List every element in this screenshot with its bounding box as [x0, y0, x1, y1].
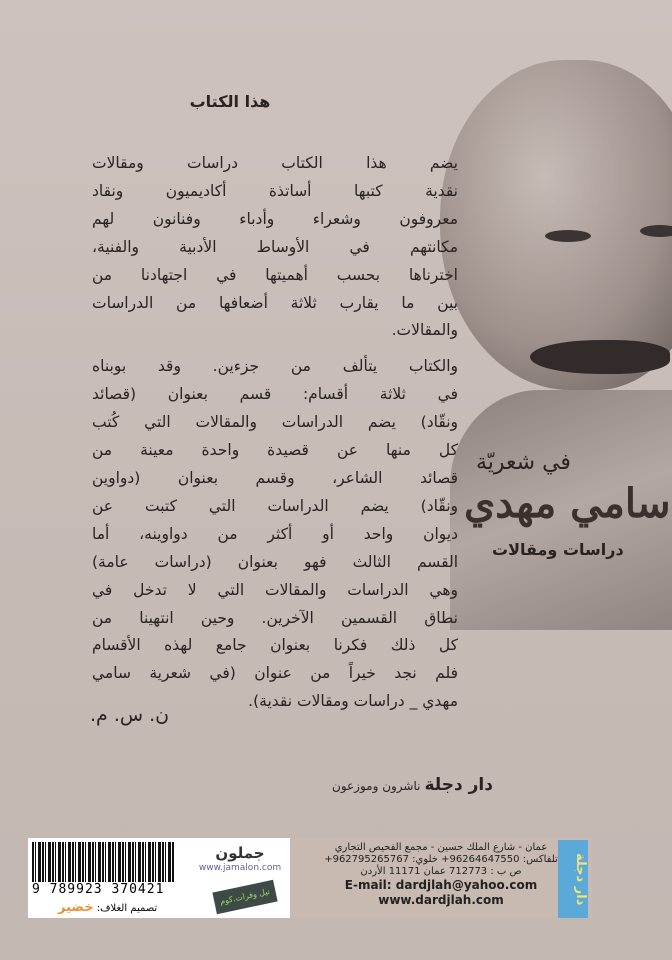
blurb-line: وهي الدراسات والمقالات التي لا تدخل في — [92, 580, 458, 599]
publisher-line — [332, 775, 493, 795]
email: E-mail: dardjlah@yahoo.com — [344, 878, 538, 892]
blurb-line: في ثلاثة أقسام: قسم بعنوان (قصائد — [92, 385, 458, 404]
blurb-line: نطاق القسمين الآخرين. وحين انتهينا من — [92, 608, 458, 627]
website: www.dardjlah.com — [378, 893, 504, 907]
logo-text: دار دجلة — [573, 852, 588, 906]
address: عمان - شارع الملك حسين - مجمع الفحيص التجاري — [334, 842, 548, 853]
blurb-line: والكتاب يتألف من جزءين. وقد بوبناه — [92, 357, 458, 376]
publisher-name: دار دجلة — [424, 775, 493, 795]
blurb-line: معروفون وشعراء وأدباء وفنانون لهم — [92, 209, 458, 228]
blurb-line: كل منها عن قصيدة واحدة معينة من — [92, 441, 458, 460]
po-box: ص ب : 712773 عمان 11171 الأردن — [360, 866, 522, 877]
blurb-line: فلم نجد خيراً من عنوان (في شعرية سامي — [92, 664, 458, 683]
phones: تلفاكس: 96264647550+ خلوي: 962795265767+ — [324, 854, 558, 865]
blurb-line: ونقّاد) يضم الدراسات والمقالات التي كُتب — [92, 413, 458, 432]
cover-design-credit — [58, 900, 157, 917]
blurb-line: اخترناها بحسب أهميتها في اجتهادنا من — [92, 265, 458, 284]
signature: ن. س. م. — [90, 704, 170, 726]
cover-designer: خضير — [58, 900, 94, 915]
blurb-line: مهدي _ دراسات ومقالات نقدية). — [248, 692, 458, 711]
jamalon-logo — [194, 844, 286, 874]
blurb-text — [92, 150, 458, 716]
publisher-tagline: ناشرون وموزعون — [332, 779, 421, 793]
info-strip — [28, 838, 592, 918]
jamalon-name: جملون — [215, 844, 265, 862]
contact-box — [290, 838, 592, 918]
blurb-line: ونقّاد) يضم الدراسات التي كتبت عن — [92, 496, 458, 515]
blurb-line: القسم الثالث فهو بعنوان (دراسات عامة) — [92, 552, 458, 571]
book-title-line1: في شعريّة — [476, 450, 571, 475]
section-heading: هذا الكتاب — [189, 92, 271, 111]
blurb-line: قصائد الشاعر، وقسم بعنوان (دواوين — [92, 468, 458, 487]
jamalon-url: www.jamalon.com — [198, 863, 282, 873]
blurb-line: ديوان واحد أو أكثر من دواوينه، أما — [92, 524, 458, 543]
blurb-line: بين ما يقارب ثلاثة أضعافها من الدراسات — [92, 293, 458, 312]
blurb-line: والمقالات. — [391, 321, 458, 340]
cover-design-label: تصميم الغلاف: — [96, 903, 158, 914]
blurb-line: كل ذلك فكرنا بعنوان جامع لهذه الأقسام — [92, 636, 458, 655]
publisher-logo — [558, 840, 588, 918]
portrait-eye — [640, 225, 672, 237]
isbn: 9 789923 370421 — [32, 882, 165, 897]
portrait-eye — [545, 230, 591, 242]
book-subtitle: دراسات ومقالات — [492, 540, 624, 559]
portrait-mustache — [530, 340, 670, 374]
blurb-line: نقدية كتبها أساتذة أكاديميون ونقاد — [92, 181, 458, 200]
book-title-author: سامي مهدي — [464, 480, 671, 527]
neelwafurat-tag: نيل وفرات.كوم — [212, 880, 277, 914]
blurb-line: مكانتهم في الأوساط الأدبية والفنية، — [92, 237, 458, 256]
barcode — [32, 842, 174, 882]
blurb-line: يضم هذا الكتاب دراسات ومقالات — [92, 154, 458, 172]
